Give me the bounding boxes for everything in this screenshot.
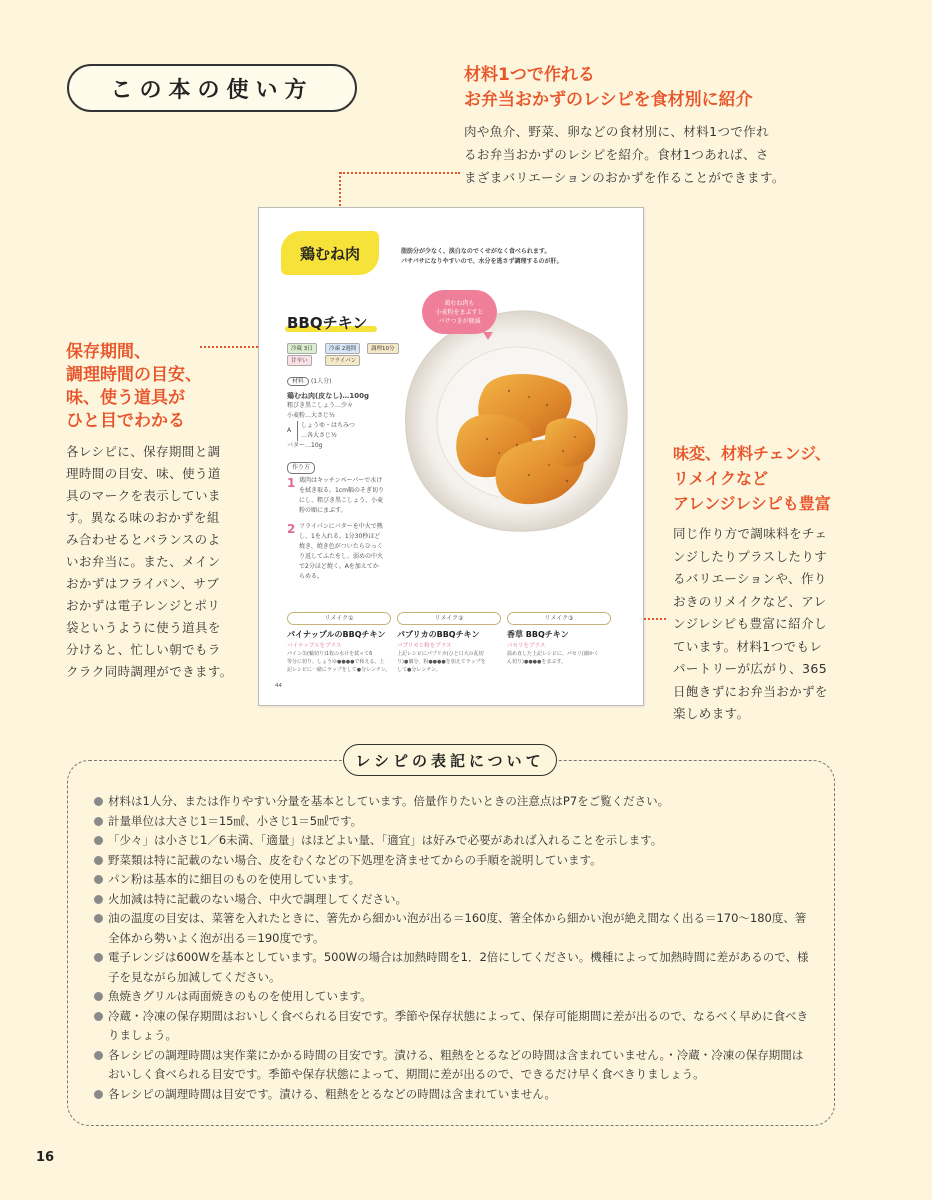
remake-desc-line: ん切り)●●●●をまぶす。	[507, 659, 567, 665]
step-number: 2	[287, 522, 296, 536]
remake-desc-1	[287, 650, 395, 674]
callout-left-body-line: クラク同時調理ができます。	[66, 664, 233, 679]
note-item: 野菜類は特に記載のない場合、皮をむくなどの下処理を済ませてからの手順を説明しています。	[94, 851, 814, 871]
note-item: 魚焼きグリルは両面焼きのものを使用しています。	[94, 987, 814, 1007]
callout-right-body-line: パートリーが広がり、365	[673, 661, 828, 676]
callout-right-body-line: るバリエーションや、作り	[673, 571, 827, 586]
callout-right-body-line: ンジしたりプラスしたりす	[673, 548, 828, 564]
step-line: し、1を入れる。1分30秒ほど	[299, 533, 381, 540]
callout-left-heading-line: 調理時間の目安、	[66, 365, 202, 385]
note-item: 各レシピの調理時間は目安です。漬ける、粗熱をとるなどの時間は含まれていません。	[94, 1085, 814, 1105]
callout-top-heading	[464, 63, 753, 113]
callout-right-body-line: ンジレシピも豊富に紹介し	[673, 616, 827, 631]
step-line: らめる。	[299, 573, 324, 580]
page-number: 16	[36, 1150, 55, 1165]
remake-desc-line: 温め直した上記レシピに、パセリ(細かく	[507, 651, 599, 657]
callout-right-heading	[673, 441, 831, 516]
callout-left-heading-line: 保存期間、	[66, 342, 151, 362]
category-description-line: パサパサになりやすいので、水分を逃さず調理するのが肝。	[401, 258, 563, 265]
category-description-line: 脂肪分が少なく、淡白なのでくせがなく食べられます。	[401, 248, 551, 255]
badge-fridge: 冷蔵 3日	[287, 343, 317, 354]
category-tag: 鶏むね肉	[281, 231, 379, 275]
ingredient-main: 鶏むね肉(皮なし)…100g	[287, 392, 370, 400]
callout-right-body-line: 楽しめます。	[673, 706, 750, 721]
sample-recipe-page	[258, 207, 644, 706]
callout-right-body-line: ています。材料1つでもレ	[673, 638, 823, 654]
ingredients-label: 材料	[287, 377, 309, 386]
remake-desc-line: り)●個分、粉●●●●を加えてラップを	[397, 659, 486, 665]
callout-left-heading	[66, 341, 202, 433]
step-line: で2分ほど焼く。Aを加えてか	[299, 563, 379, 570]
callout-left-body-line: おかずはフライパン、サブ	[66, 576, 220, 591]
connector-top-horizontal	[340, 172, 460, 174]
step-2	[287, 522, 399, 582]
step-line: を拭き取る。1cm幅のそぎ切り	[299, 487, 384, 494]
step-line: 粉の順にまぶす。	[299, 507, 347, 514]
remake-label-1: リメイク①	[287, 612, 391, 625]
remake-desc-line: 記レシピに一緒にラップをして●分レンチン。	[287, 667, 391, 673]
sample-page-number: 44	[275, 683, 282, 689]
callout-top-heading-line: お弁当おかずのレシピを食材別に紹介	[464, 90, 753, 110]
dish-photo	[399, 305, 634, 535]
callout-top-heading-line: 材料1つで作れる	[464, 65, 595, 85]
remake-title-2: パプリカのBBQチキン	[397, 630, 480, 639]
note-item: 電子レンジは600Wを基本としています。500Wの場合は加熱時間を1．2倍にしてください。機種によって加熱時間に差があるので、様子を見ながら加減してください。	[94, 948, 814, 987]
step-line: 鶏肉はキッチンペーパーで水け	[299, 477, 383, 484]
method-label: 作り方	[287, 462, 315, 474]
remake-desc-3	[507, 650, 615, 666]
callout-top-body	[464, 120, 804, 189]
ingredients-header	[287, 377, 331, 387]
ingredient: 粗びき黒こしょう…少々	[287, 402, 354, 409]
callout-left-body-line: 分けると、忙しい朝でもラ	[66, 642, 221, 657]
callout-top-body-line: 肉や魚介、野菜、卵などの食材別に、材料1つで作れ	[464, 124, 770, 139]
notes-title: レシピの表記について	[343, 744, 557, 776]
step-1	[287, 476, 399, 516]
callout-left-heading-line: 味、使う道具が	[66, 388, 185, 408]
callout-left-body-line: いお弁当に。また、メイン	[66, 554, 221, 569]
tip-line: パサつきが軽減	[438, 317, 481, 325]
step-number: 1	[287, 476, 296, 490]
servings: (1人分)	[310, 378, 332, 385]
badge-tool: フライパン	[325, 355, 360, 366]
ingredient-group	[287, 421, 397, 441]
callout-right-heading-line: アレンジレシピも豊富	[673, 494, 831, 513]
recipe-title: BBQチキン	[287, 314, 368, 332]
remake-desc-line: 等分に切り、しょうゆ●●●●で和える。上	[287, 659, 385, 665]
callout-right-body-line: 日飽きずにお弁当おかずを	[673, 683, 828, 699]
remake-desc-2	[397, 650, 505, 674]
callout-left-heading-line: ひと目でわかる	[66, 411, 185, 431]
ingredient: …各大さじ½	[301, 432, 337, 439]
callout-left-body-line: す。異なる味のおかずを組	[66, 510, 220, 525]
remake-title-1: パイナップルのBBQチキン	[287, 630, 386, 639]
callout-left-body-line: 理時間の目安、味、使う道	[66, 466, 221, 481]
callout-left-body-line: み合わせるとバランスのよ	[66, 532, 221, 547]
tip-line: 鶏むね肉も	[444, 299, 475, 307]
remake-desc-line: して●分レンチン。	[397, 667, 441, 673]
remake-desc-line: パイン缶(輪切り)1枚の水けを拭って6	[287, 651, 373, 657]
ingredient: 小麦粉…大さじ½	[287, 412, 335, 419]
remake-sub-2: パプリカと粉をプラス	[397, 643, 452, 649]
callout-left-body-line: 各レシピに、保存期間と調	[66, 444, 221, 459]
callout-right-body-line: おきのリメイクなど、アレ	[673, 593, 827, 609]
badge-taste: 甘辛い	[287, 355, 312, 366]
ingredient: しょうゆ・はちみつ	[301, 422, 355, 429]
badge-freezer: 冷凍 2週間	[325, 343, 360, 354]
remake-label-2: リメイク②	[397, 612, 501, 625]
callout-top-body-line: まざまバリエーションのおかずを作ることができます。	[464, 170, 785, 185]
note-item: 材料は1人分、または作りやすい分量を基本としています。倍量作りたいときの注意点はP7をご覧ください。	[94, 792, 814, 812]
callout-right-heading-line: リメイクなど	[673, 469, 769, 488]
step-line: フライパンにバターを中火で熱	[299, 523, 383, 530]
note-item: 冷蔵・冷凍の保存期間はおいしく食べられる目安です。季節や保存状態によって、保存可能期間に差が出るので、なるべく早めに食べきりましょう。	[94, 1007, 814, 1046]
notes-list	[94, 792, 814, 1104]
step-line: 焼き、焼き色がついたらひっく	[299, 543, 383, 550]
note-item: パン粉は基本的に細目のものを使用しています。	[94, 870, 814, 890]
callout-right-body-line: 同じ作り方で調味料をチェ	[673, 526, 828, 541]
ingredient-group-items	[297, 421, 355, 441]
ingredient-group-label: A	[287, 427, 292, 434]
tip-line: 小麦粉をまぶすと	[435, 308, 484, 316]
badge-cook-time: 調理10分	[367, 343, 399, 354]
ingredients-list	[287, 391, 397, 451]
callout-left-body-line: おかずは電子レンジとポリ	[66, 598, 221, 613]
callout-left-body	[66, 441, 246, 683]
callout-right-body	[673, 523, 853, 726]
category-description	[401, 247, 563, 267]
note-item: 各レシピの調理時間は実作業にかかる時間の目安です。漬ける、粗熱をとるなどの時間は含まれていません。・冷蔵・冷凍の保存期間はおいしく食べられる目安です。季節や保存状態によって、期間に差が出るので、できるだけ早く食べきりましょう。	[94, 1046, 814, 1085]
page-title: この本の使い方	[67, 64, 357, 112]
step-line: り返してふたをし、弱めの中火	[299, 553, 384, 560]
remake-title-3: 香草 BBQチキン	[507, 630, 569, 639]
remake-sub-1: パイナップルをプラス	[287, 643, 342, 649]
remake-sub-3: パセリをプラス	[507, 643, 546, 649]
remake-label-3: リメイク③	[507, 612, 611, 625]
step-line: にし、粗びき黒こしょう、小麦	[299, 497, 384, 504]
remake-desc-line: 上記レシピにパプリカ(ひと口大の乱切	[397, 651, 484, 657]
ingredient: バター…10g	[287, 442, 323, 449]
tip-balloon-tail	[483, 332, 493, 340]
note-item: 計量単位は大さじ1＝15㎖、小さじ1＝5㎖です。	[94, 812, 814, 832]
callout-left-body-line: 具のマークを表示していま	[66, 488, 221, 503]
callout-top-body-line: るお弁当おかずのレシピを紹介。食材1つあれば、さ	[464, 147, 769, 162]
callout-right-heading-line: 味変、材料チェンジ、	[673, 444, 831, 463]
callout-left-body-line: 袋というように使う道具を	[66, 620, 221, 635]
note-item: 「少々」は小さじ1／6未満、「適量」はほどよい量、「適宜」は好みで必要があれば入れることを示します。	[94, 831, 814, 851]
tip-balloon	[422, 290, 497, 334]
note-item: 油の温度の目安は、菜箸を入れたときに、箸先から細かい泡が出る＝160度、箸全体から細かい泡が絶え間なく出る＝170〜180度、箸全体から勢いよく泡が出る＝190度です。	[94, 909, 814, 948]
note-item: 火加減は特に記載のない場合、中火で調理してください。	[94, 890, 814, 910]
